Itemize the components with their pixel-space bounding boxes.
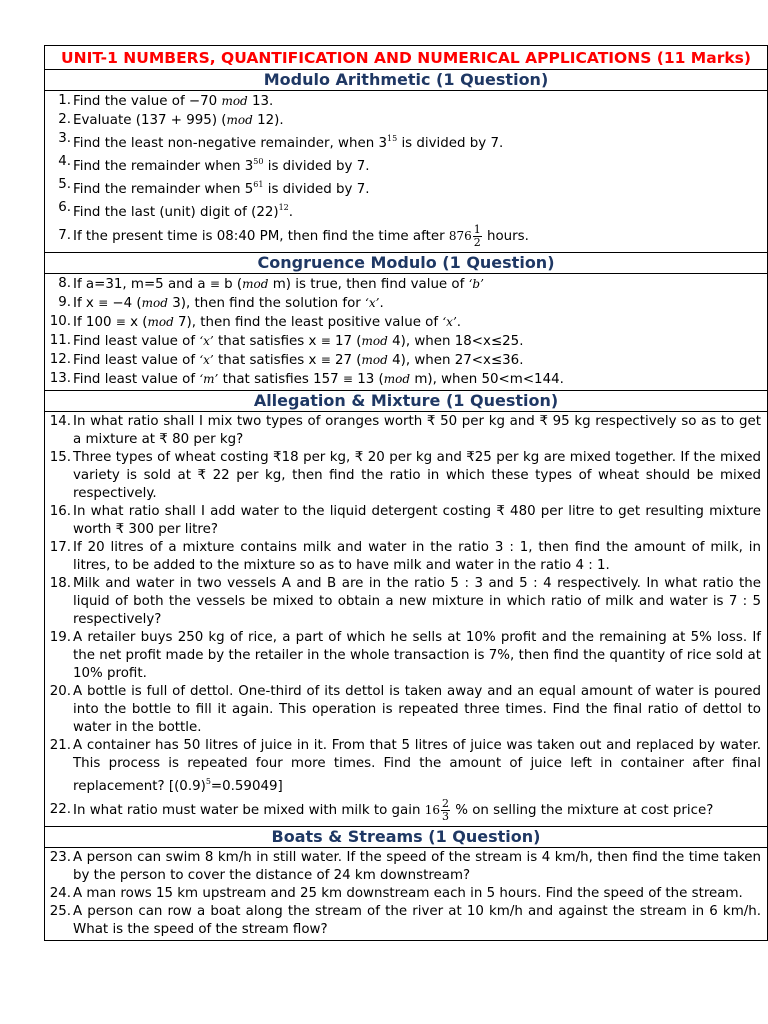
question-number: 16. [49,504,71,519]
question-text: A retailer buys 250 kg of rice, a part of which he sells at 10% profit and the remaining at 5% loss. If the net profit made by the retailer in the whole transaction is 7%, then find the quantity of rice sold at 10% profit. [73,630,761,681]
question-text: Find the remainder when $5^{61}$ is divided by 7. [73,180,370,197]
question-number: 4. [58,154,71,169]
question-number: 9. [58,295,71,310]
question-number: 3. [58,131,71,146]
question-number: 21. [49,738,71,753]
section-title-boats-streams: Boats & Streams (1 Question) [45,827,767,848]
question-number: 5. [58,177,71,192]
question-list-congruence-modulo [45,274,767,391]
question-number: 19. [49,630,71,645]
question-number: 24. [49,886,71,901]
question-text: A man rows 15 km upstream and 25 km downstream each in 5 hours. Find the speed of the stream. [73,886,743,901]
unit-title: UNIT-1 NUMBERS, QUANTIFICATION AND NUMERICAL APPLICATIONS (11 Marks) [45,46,767,70]
question-number: 17. [49,540,71,555]
question-list-boats-streams [45,848,767,940]
question-text: If a=31, m=5 and a ≡ b (mod m) is true, then find value of ‘b’ [73,277,484,292]
question-number: 1. [58,93,71,108]
question-number: 18. [49,576,71,591]
question-list-modulo-arithmetic [45,91,767,253]
question-text: Find least value of ‘m’ that satisfies 157 ≡ 13 (mod m), when 50<m<144. [73,372,564,387]
question-text: If 100 ≡ x (mod 7), then find the least positive value of ‘x’. [73,315,462,330]
question-number: 6. [58,200,71,215]
question-item [45,222,761,251]
question-sheet [44,45,768,941]
question-item [45,849,761,885]
question-text: A container has 50 litres of juice in it. From that 5 litres of juice was taken out and replaced by water. This process is repeated four more times. Find the amount of juice left in container after final replacement? $[(0.9)^5=0.59049]$ [73,738,761,794]
question-text: If x ≡ −4 (mod 3), then find the solution for ‘x’. [73,296,384,311]
question-item [45,153,761,176]
question-number: 22. [49,802,71,817]
question-text: In what ratio must water be mixed with milk to gain 16 $\frac{2}{3}$ % on selling the mixture at cost price? [73,796,714,823]
question-text: A person can row a boat along the stream of the river at 10 km/h and against the stream in 6 km/h. What is the speed of the stream flow? [73,904,761,937]
question-text: In what ratio shall I add water to the liquid detergent costing ₹ 480 per litre to get resulting mixture worth ₹ 300 per litre? [73,504,761,537]
question-text: Find the remainder when $3^{50}$ is divided by 7. [73,157,370,174]
section-title-allegation-mixture: Allegation & Mixture (1 Question) [45,391,767,412]
question-text: A person can swim 8 km/h in still water. If the speed of the stream is 4 km/h, then find the time taken by the person to cover the distance of 24 km downstream? [73,850,761,883]
question-text: Find least value of ‘x’ that satisfies x ≡ 17 (mod 4), when 18<x≤25. [73,334,524,349]
question-number: 12. [49,352,71,367]
question-item [45,313,761,332]
question-item [45,503,761,539]
question-item [45,332,761,351]
question-item [45,92,761,111]
question-number: 20. [49,684,71,699]
question-text: Milk and water in two vessels A and B are in the ratio 5 : 3 and 5 : 4 respectively. In what ratio the liquid of both the vessels be mixed to obtain a new mixture in which ratio of milk and water is 7 : 5 respectively? [73,576,761,627]
question-item [45,885,761,903]
question-item [45,111,761,130]
question-text: Find the value of −70 mod 13. [73,94,274,109]
question-text: If 20 litres of a mixture contains milk and water in the ratio 3 : 1, then find the amount of milk, in litres, to be added to the mixture so as to have milk and water in the ratio 4 : 1. [73,540,761,573]
question-text: Three types of wheat costing ₹18 per kg, ₹ 20 per kg and ₹25 per kg are mixed together. If the mixed variety is sold at ₹ 22 per kg, then find the ratio in which these types of wheat should be mixed respectively. [73,450,761,501]
question-item [45,351,761,370]
question-item [45,449,761,503]
question-number: 14. [49,414,71,429]
question-item [45,575,761,629]
question-item [45,130,761,153]
question-number: 13. [49,371,71,386]
question-item [45,199,761,222]
question-number: 2. [58,112,71,127]
question-list-allegation-mixture [45,412,767,827]
question-text: In what ratio shall I mix two types of oranges worth ₹ 50 per kg and ₹ 95 kg respectively so as to get a mixture at ₹ 80 per kg? [73,414,761,447]
question-item [45,539,761,575]
question-number: 23. [49,850,71,865]
question-text: Evaluate (137 + 995) (mod 12). [73,113,284,128]
question-item [45,176,761,199]
question-item [45,903,761,939]
question-text: A bottle is full of dettol. One-third of its dettol is taken away and an equal amount of water is poured into the bottle to fill it again. This operation is repeated three times. Find the final ratio of dettol to water in the bottle. [73,684,761,735]
question-item [45,370,761,389]
question-text: Find the last (unit) digit of $(22)^{12}$. [73,203,294,220]
question-number: 8. [58,276,71,291]
question-number: 10. [49,314,71,329]
question-item [45,629,761,683]
question-item [45,294,761,313]
question-number: 7. [58,228,71,243]
question-item [45,683,761,737]
question-number: 25. [49,904,71,919]
question-item [45,275,761,294]
question-item [45,413,761,449]
question-item [45,737,761,796]
question-text: Find the least non-negative remainder, when $3^{15}$ is divided by 7. [73,134,504,151]
question-number: 11. [49,333,71,348]
section-title-congruence-modulo: Congruence Modulo (1 Question) [45,253,767,274]
section-title-modulo-arithmetic: Modulo Arithmetic (1 Question) [45,70,767,91]
question-number: 15. [49,450,71,465]
question-text: Find least value of ‘x’ that satisfies x ≡ 27 (mod 4), when 27<x≤36. [73,353,524,368]
question-item [45,796,761,825]
question-text: If the present time is 08:40 PM, then find the time after 876 $\frac{1}{2}$ hours. [73,222,529,249]
